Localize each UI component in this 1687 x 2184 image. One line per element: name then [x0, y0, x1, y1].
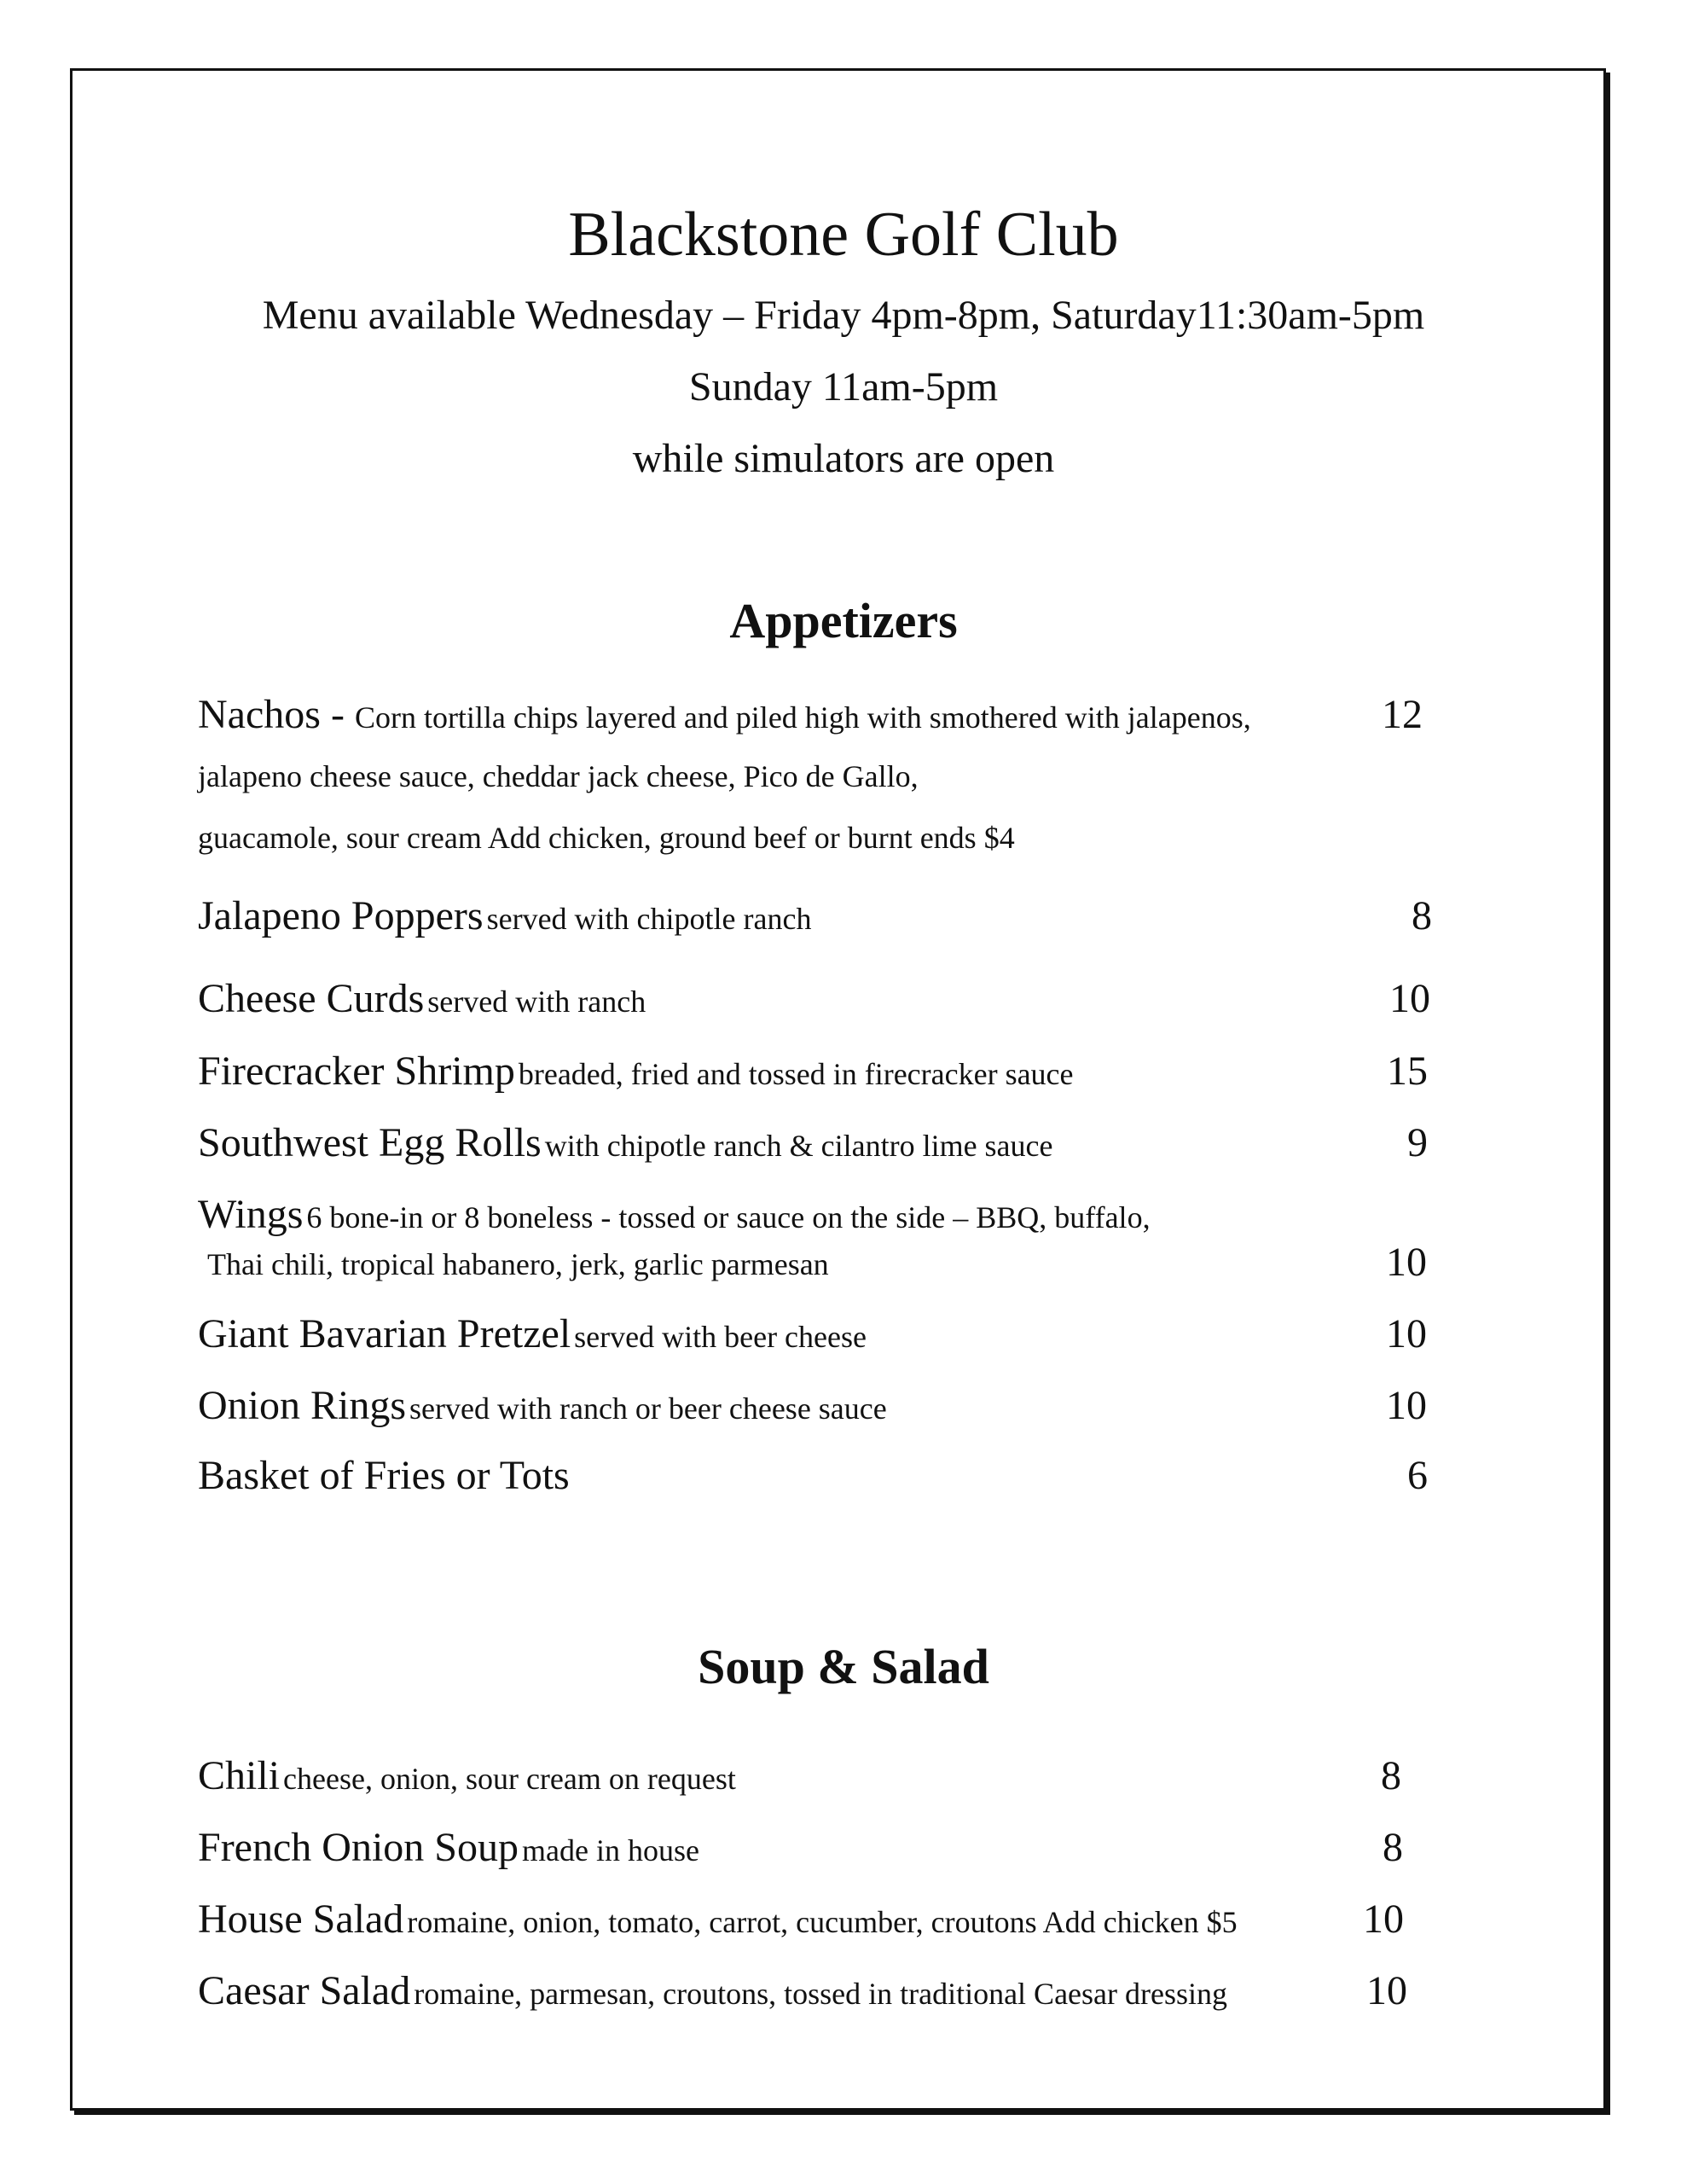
menu-item-fries-or-tots: [198, 1450, 570, 1511]
item-price: 8: [1381, 1753, 1401, 1798]
item-description: served with chipotle ranch: [486, 902, 812, 936]
item-name: Onion Rings: [198, 1383, 407, 1428]
menu-item-jalapeno-poppers: [198, 891, 811, 951]
menu-item-french-onion-soup: [198, 1822, 699, 1883]
item-name: Southwest Egg Rolls: [198, 1120, 542, 1165]
item-name: Chili: [198, 1753, 281, 1798]
hours-line-1: Menu available Wednesday – Friday 4pm-8pm, Saturday11:30am-5pm: [262, 293, 1425, 338]
page-title: Blackstone Golf Club: [568, 200, 1119, 270]
item-name: Wings: [198, 1192, 304, 1237]
item-price: 12: [1382, 692, 1423, 737]
menu-item-onion-rings: [198, 1380, 887, 1441]
menu-item-southwest-egg-rolls: [198, 1118, 1053, 1178]
menu-item-chili: [198, 1751, 736, 1811]
section-heading-soup-salad: Soup & Salad: [698, 1639, 989, 1694]
item-description: served with beer cheese: [574, 1320, 867, 1354]
item-description: 6 bone-in or 8 boneless - tossed or sauce on the side – BBQ, buffalo,: [306, 1200, 1151, 1234]
item-description-cont: guacamole, sour cream Add chicken, ground beef or burnt ends $4: [198, 821, 1015, 855]
menu-item-nachos: [198, 689, 1251, 750]
item-description: cheese, onion, sour cream on request: [283, 1762, 736, 1796]
section-heading-appetizers: Appetizers: [729, 593, 958, 648]
item-name: Caesar Salad: [198, 1968, 411, 2013]
item-price: 10: [1389, 976, 1430, 1021]
item-name: Firecracker Shrimp: [198, 1048, 515, 1094]
item-price: 6: [1407, 1453, 1428, 1498]
item-description: romaine, onion, tomato, carrot, cucumber, croutons Add chicken $5: [407, 1905, 1238, 1939]
item-description-cont: jalapeno cheese sauce, cheddar jack cheese, Pico de Gallo,: [198, 759, 919, 793]
menu-item-house-salad: [198, 1894, 1238, 1955]
item-description-cont: Thai chili, tropical habanero, jerk, garlic parmesan: [207, 1247, 829, 1281]
item-price: 8: [1412, 893, 1432, 938]
item-name: Cheese Curds: [198, 976, 425, 1021]
item-name: French Onion Soup: [198, 1825, 519, 1870]
menu-item-cheese-curds: [198, 973, 646, 1034]
item-price: 15: [1387, 1048, 1428, 1094]
item-name: Nachos -: [198, 692, 355, 737]
item-description: made in house: [521, 1833, 699, 1867]
menu-item-firecracker-shrimp: [198, 1046, 1074, 1107]
item-price: 10: [1386, 1311, 1427, 1356]
hours-line-3: while simulators are open: [632, 436, 1055, 481]
item-price: 9: [1407, 1120, 1428, 1165]
menu-item-caesar-salad: [198, 1966, 1227, 2026]
item-description: breaded, fried and tossed in firecracker sauce: [518, 1057, 1074, 1091]
item-price: 8: [1383, 1825, 1403, 1870]
item-price: 10: [1366, 1968, 1407, 2013]
item-name: Jalapeno Poppers: [198, 893, 484, 938]
item-description: served with ranch or beer cheese sauce: [409, 1391, 887, 1426]
item-name: Basket of Fries or Tots: [198, 1453, 570, 1498]
item-name: House Salad: [198, 1896, 404, 1942]
item-price: 10: [1363, 1896, 1404, 1942]
hours-line-2: Sunday 11am-5pm: [688, 364, 999, 410]
menu-item-giant-bavarian-pretzel: [198, 1309, 867, 1369]
item-description: Corn tortilla chips layered and piled high with smothered with jalapenos,: [354, 700, 1251, 735]
item-price: 10: [1386, 1383, 1427, 1428]
item-description: served with ranch: [427, 985, 646, 1019]
item-description: romaine, parmesan, croutons, tossed in traditional Caesar dressing: [414, 1977, 1227, 2011]
item-description: with chipotle ranch & cilantro lime sauce: [544, 1129, 1053, 1163]
item-price: 10: [1386, 1240, 1427, 1285]
item-name: Giant Bavarian Pretzel: [198, 1311, 571, 1356]
